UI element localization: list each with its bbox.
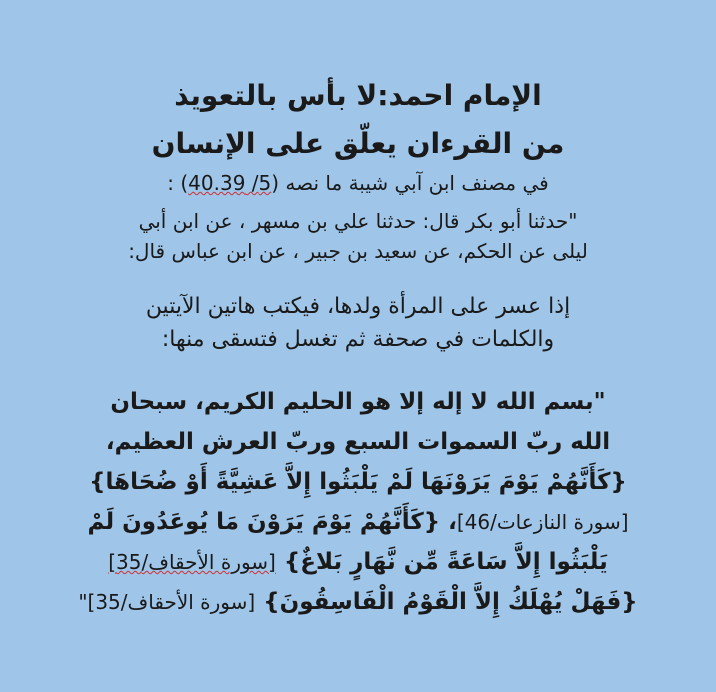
verse-ahqaf-part-2: يَلْبَثُوا إِلاَّ سَاعَةً مِّن نَّهَارٍ بَلاغٌ} [283, 549, 608, 575]
instruction-line-2: والكلمات في صحفة ثم تغسل فتسقى منها: [161, 327, 555, 352]
verse-final: {فَهَلْ يُهْلَكُ إِلاَّ الْقَوْمُ الْفَاسِقُونَ} [263, 589, 638, 615]
title-line-2: من القرءان يعلّق على الإنسان [151, 127, 565, 160]
surah-reference-naziat: [سورة النازعات/46] [456, 510, 629, 534]
title-line-1: الإمام احمد:لا بأس بالتعويذ [174, 79, 542, 112]
surah-reference-ahqaf-1: [سورة الأحقاف/35] [108, 550, 276, 574]
isnad-paragraph [40, 206, 676, 266]
surah-reference-ahqaf-2: [سورة الأحقاف/35] [87, 590, 256, 614]
dua-text [40, 382, 676, 622]
source-suffix: ) : [167, 171, 189, 195]
dua-line-5 [40, 542, 676, 582]
document-title [40, 72, 676, 168]
instruction-paragraph [40, 290, 676, 356]
isnad-line-2: ليلى عن الحكم، عن سعيد بن جبير ، عن ابن عباس قال: [128, 239, 588, 263]
dua-line-4 [40, 502, 676, 542]
isnad-line-1: "حدثنا أبو بكر قال: حدثنا علي بن مسهر ، عن ابن أبي [138, 209, 578, 233]
dua-line-3: {كَأَنَّهُمْ يَوْمَ يَرَوْنَهَا لَمْ يَلْبَثُوا إِلاَّ عَشِيَّةً أَوْ ضُحَاهَا} [89, 469, 627, 495]
source-reference: 5/ 40.39 [188, 171, 272, 195]
closing-quote: " [78, 590, 88, 614]
source-prefix: في مصنف ابن آبي شيبة ما نصه ( [271, 171, 549, 195]
source-citation [40, 168, 676, 198]
verse-ahqaf-part-1: {كَأَنَّهُمْ يَوْمَ يَرَوْنَ مَا يُوعَدُونَ لَمْ [87, 509, 441, 535]
separator: ، [440, 509, 457, 535]
instruction-line-1: إذا عسر على المرأة ولدها، فيكتب هاتين الآيتين [145, 294, 571, 319]
dua-line-2: الله ربّ السموات السبع وربّ العرش العظيم، [105, 429, 611, 455]
dua-line-6 [40, 582, 676, 622]
dua-line-1: "بسم الله لا إله إلا هو الحليم الكريم، سبحان [110, 389, 606, 415]
